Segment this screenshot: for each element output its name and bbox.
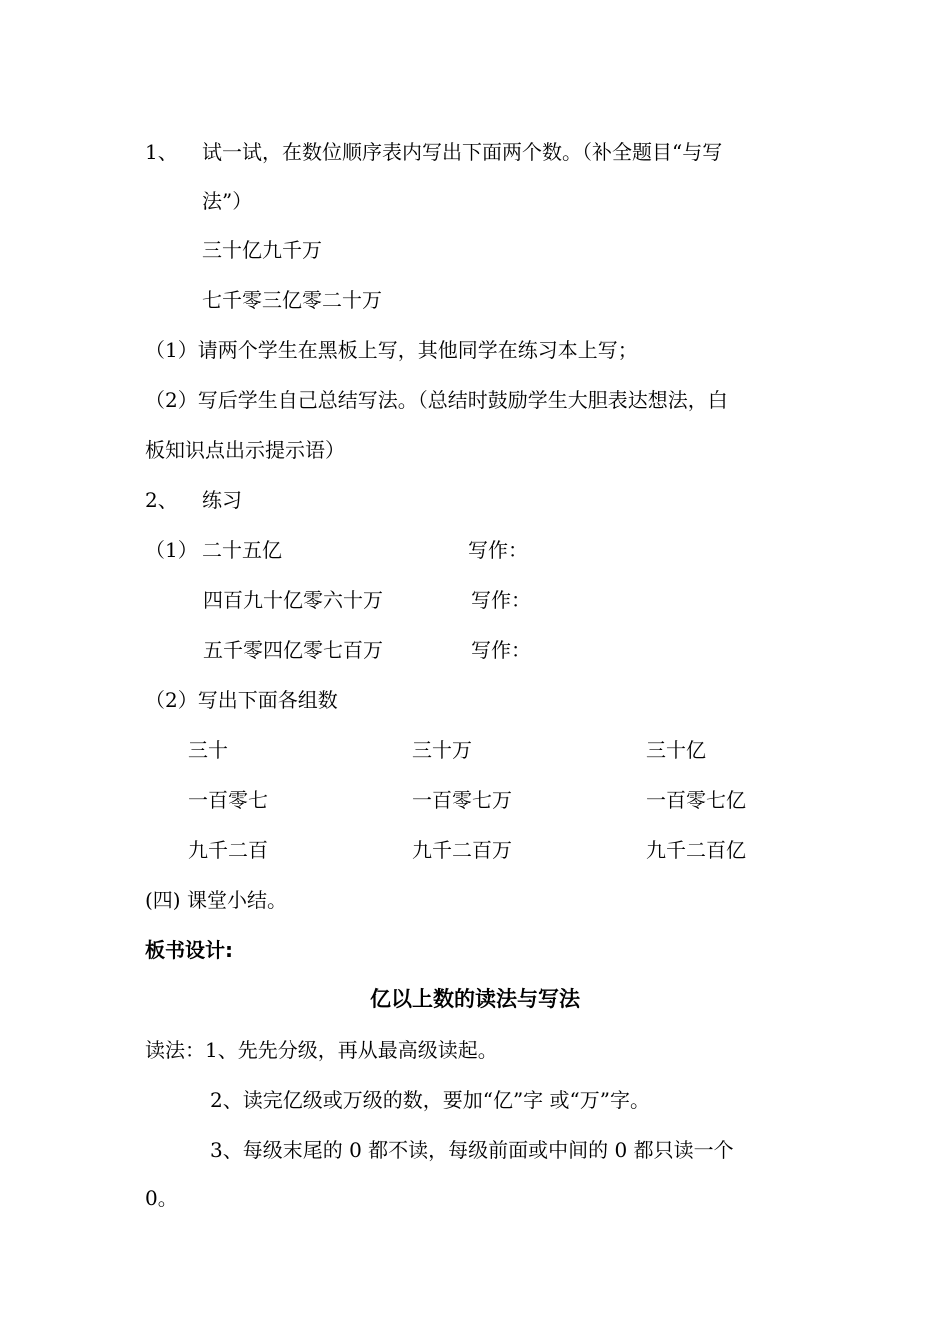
exercise-write-label: 写作： (471, 638, 531, 662)
section2-title: 练习 (202, 488, 242, 512)
section1-text-line1: 试一试，在数位顺序表内写出下面两个数。（补全题目“与写 (202, 140, 723, 164)
part2-heading: （2）写出下面各组数 (145, 688, 338, 712)
section1-step2-line2: 板知识点出示提示语） (145, 438, 345, 462)
section1-step1: （1）请两个学生在黑板上写，其他同学在练习本上写； (145, 338, 638, 362)
section1-step2-line1: （2）写后学生自己总结写法。（总结时鼓励学生大胆表达想法，白 (145, 388, 728, 412)
exercise-item: 五千零四亿零七百万 (203, 638, 383, 662)
section1-text-line2: 法”） (202, 189, 253, 213)
reading-rule-3-line2: 0。 (145, 1186, 178, 1210)
grid-cell: 九千二百 (188, 838, 268, 862)
grid-cell: 三十亿 (646, 738, 706, 762)
grid-cell: 三十 (188, 738, 228, 762)
exercise-item: 四百九十亿零六十万 (203, 588, 383, 612)
section2-number: 2、 (145, 488, 178, 512)
grid-cell: 九千二百亿 (646, 838, 746, 862)
part1-label: （1） (145, 538, 198, 562)
exercise-item: 二十五亿 (202, 538, 282, 562)
grid-cell: 一百零七 (188, 788, 268, 812)
exercise-write-label: 写作： (468, 538, 528, 562)
board-design-label: 板书设计: (145, 938, 233, 962)
reading-rule-3-line1: 3、每级末尾的 0 都不读，每级前面或中间的 0 都只读一个 (210, 1138, 734, 1162)
reading-rule-2: 2、读完亿级或万级的数，要加“亿”字 或“万”字。 (210, 1088, 650, 1112)
lesson-summary: (四) 课堂小结。 (145, 888, 287, 912)
grid-cell: 三十万 (412, 738, 472, 762)
section1-number: 1、 (145, 140, 178, 164)
grid-cell: 一百零七万 (412, 788, 512, 812)
section1-number-2: 七千零三亿零二十万 (202, 288, 382, 312)
section1-number-1: 三十亿九千万 (202, 238, 322, 262)
reading-rule-1: 读法：1、先先分级，再从最高级读起。 (145, 1038, 498, 1062)
grid-cell: 九千二百万 (412, 838, 512, 862)
board-title: 亿以上数的读法与写法 (370, 987, 580, 1011)
exercise-write-label: 写作： (471, 588, 531, 612)
grid-cell: 一百零七亿 (646, 788, 746, 812)
